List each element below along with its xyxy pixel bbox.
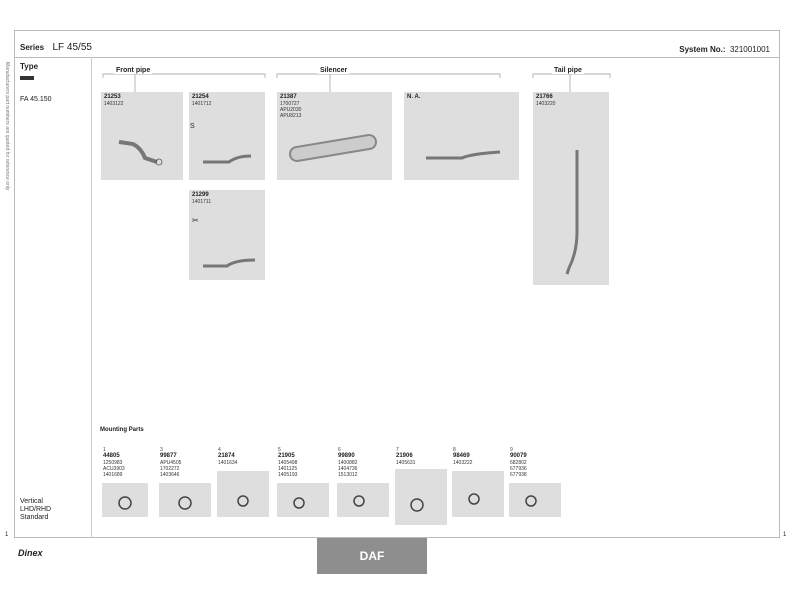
silencer-heading: Silencer <box>320 67 348 74</box>
mount-ref-2: 1404736 <box>338 466 358 472</box>
clamp-icon <box>159 483 211 517</box>
mount-number: 44805 <box>103 453 120 459</box>
part-number: 21766 <box>536 94 553 100</box>
part-card-21766 <box>533 92 609 285</box>
system-label: System No.: <box>679 45 726 54</box>
mount-item-1 <box>103 447 125 478</box>
part-card-na <box>404 92 519 180</box>
part-card-21299 <box>189 190 265 280</box>
part-number: N. A. <box>407 94 421 100</box>
tail-pipe-heading: Tail pipe <box>554 67 582 74</box>
type-label: Type <box>20 62 39 71</box>
mount-item-4 <box>218 447 237 466</box>
mount-index-2: 3 <box>160 447 163 453</box>
series-label: Series <box>20 43 45 52</box>
mount-image-7 <box>395 469 447 525</box>
clamp-icon <box>102 483 148 517</box>
page-number: 1 <box>783 532 787 538</box>
mount-index: 6 <box>338 447 341 453</box>
front-pipe-heading: Front pipe <box>116 67 151 74</box>
clamp-icon <box>395 469 447 525</box>
mount-number: 99877 <box>160 453 177 459</box>
brand-label: DAF <box>359 549 385 563</box>
mount-item-7 <box>396 447 415 466</box>
mount-ref-1: 1250983 <box>103 460 123 466</box>
part-number: 21254 <box>192 94 209 100</box>
part-number: 21299 <box>192 192 209 198</box>
mount-ref-1: 1401634 <box>218 460 238 466</box>
mount-number: 90079 <box>510 453 527 459</box>
footer-line-3: Standard <box>20 514 49 521</box>
bracket-icon <box>452 471 504 517</box>
mount-item-5 <box>278 447 297 478</box>
hanger-icon <box>509 483 561 517</box>
part-ref: 1403122 <box>104 101 124 107</box>
mount-ref-1: 1400882 <box>338 460 358 466</box>
part-ref-1: 1700727 <box>280 101 300 107</box>
mount-index: 4 <box>218 447 221 453</box>
mount-ref-3: 677938 <box>510 472 527 478</box>
system-value: 321001001 <box>729 45 770 54</box>
part-ref: 1403220 <box>536 101 556 107</box>
mount-ref-3: 1403646 <box>160 472 180 478</box>
mount-number: 99890 <box>338 453 355 459</box>
mount-ref-3: 1405193 <box>278 472 298 478</box>
mount-item-9 <box>510 447 527 478</box>
mount-index: 9 <box>510 447 513 453</box>
part-card-21387 <box>277 92 392 180</box>
mount-item-6 <box>338 447 357 478</box>
left-marker: 1 <box>5 532 9 538</box>
mount-number: 21874 <box>218 453 235 459</box>
part-card-21253 <box>101 92 183 180</box>
footer-line-1: Vertical <box>20 498 43 505</box>
mount-ref-3: 1513012 <box>338 472 358 478</box>
mount-ref-1: 682802 <box>510 460 527 466</box>
series-value: LF 45/55 <box>52 42 92 53</box>
mount-number: 98469 <box>453 453 470 459</box>
mount-ref-1: 1405631 <box>396 460 416 466</box>
rubber-mount-icon <box>277 483 329 517</box>
mount-image-9 <box>509 483 561 517</box>
mount-image-6 <box>337 483 389 517</box>
part-ref: 1401711 <box>192 199 212 205</box>
mounting-heading: Mounting Parts <box>100 427 144 433</box>
mount-ref-2: 1702272 <box>160 466 180 472</box>
part-number: 21253 <box>104 94 121 100</box>
mount-image-8 <box>452 471 504 517</box>
mount-ref-2: 677936 <box>510 466 527 472</box>
pipe-drawing <box>404 92 519 180</box>
part-ref-3: APU8213 <box>280 113 302 119</box>
part-ref: 1401712 <box>192 101 212 107</box>
mount-item-8 <box>453 447 472 466</box>
tail-pipe-drawing <box>533 92 609 285</box>
part-card-21254 <box>189 92 265 180</box>
s-marker: S <box>190 123 195 130</box>
mount-ref-2: 1401125 <box>278 466 298 472</box>
mount-image-4 <box>217 471 269 517</box>
footer-line-2: LHD/RHD <box>20 506 52 513</box>
mount-index: 5 <box>278 447 281 453</box>
bent-pipe-drawing <box>101 92 183 180</box>
mount-index: 1 <box>103 447 106 453</box>
mount-index: 8 <box>453 447 456 453</box>
silencer-drawing <box>277 92 392 180</box>
mount-ref-3: 1401689 <box>103 472 123 478</box>
mount-number: 21906 <box>396 453 413 459</box>
mount-ref-1: 1405498 <box>278 460 298 466</box>
mount-item-3 <box>160 453 181 478</box>
clamp-icon <box>337 483 389 517</box>
mount-ref-2: ACU3903 <box>103 466 125 472</box>
part-ref-2: APU2030 <box>280 107 302 113</box>
mount-ref-1: APU4505 <box>160 460 182 466</box>
pipe-drawing <box>189 190 265 280</box>
dinex-logo: Dinex <box>18 548 43 558</box>
mount-image-1 <box>102 483 148 517</box>
mount-image-5 <box>277 483 329 517</box>
mount-image-3 <box>159 483 211 517</box>
clamp-icon <box>217 471 269 517</box>
mount-index: 7 <box>396 447 399 453</box>
type-value: FA 45.150 <box>20 96 52 103</box>
pipe-drawing <box>189 92 265 180</box>
scissors-icon: ✂ <box>192 216 199 225</box>
side-disclaimer: Manufacturers part numbers are quoted for reference only <box>4 62 10 191</box>
part-number: 21387 <box>280 94 297 100</box>
mount-number: 21905 <box>278 453 295 459</box>
mount-ref-1: 1403222 <box>453 460 473 466</box>
